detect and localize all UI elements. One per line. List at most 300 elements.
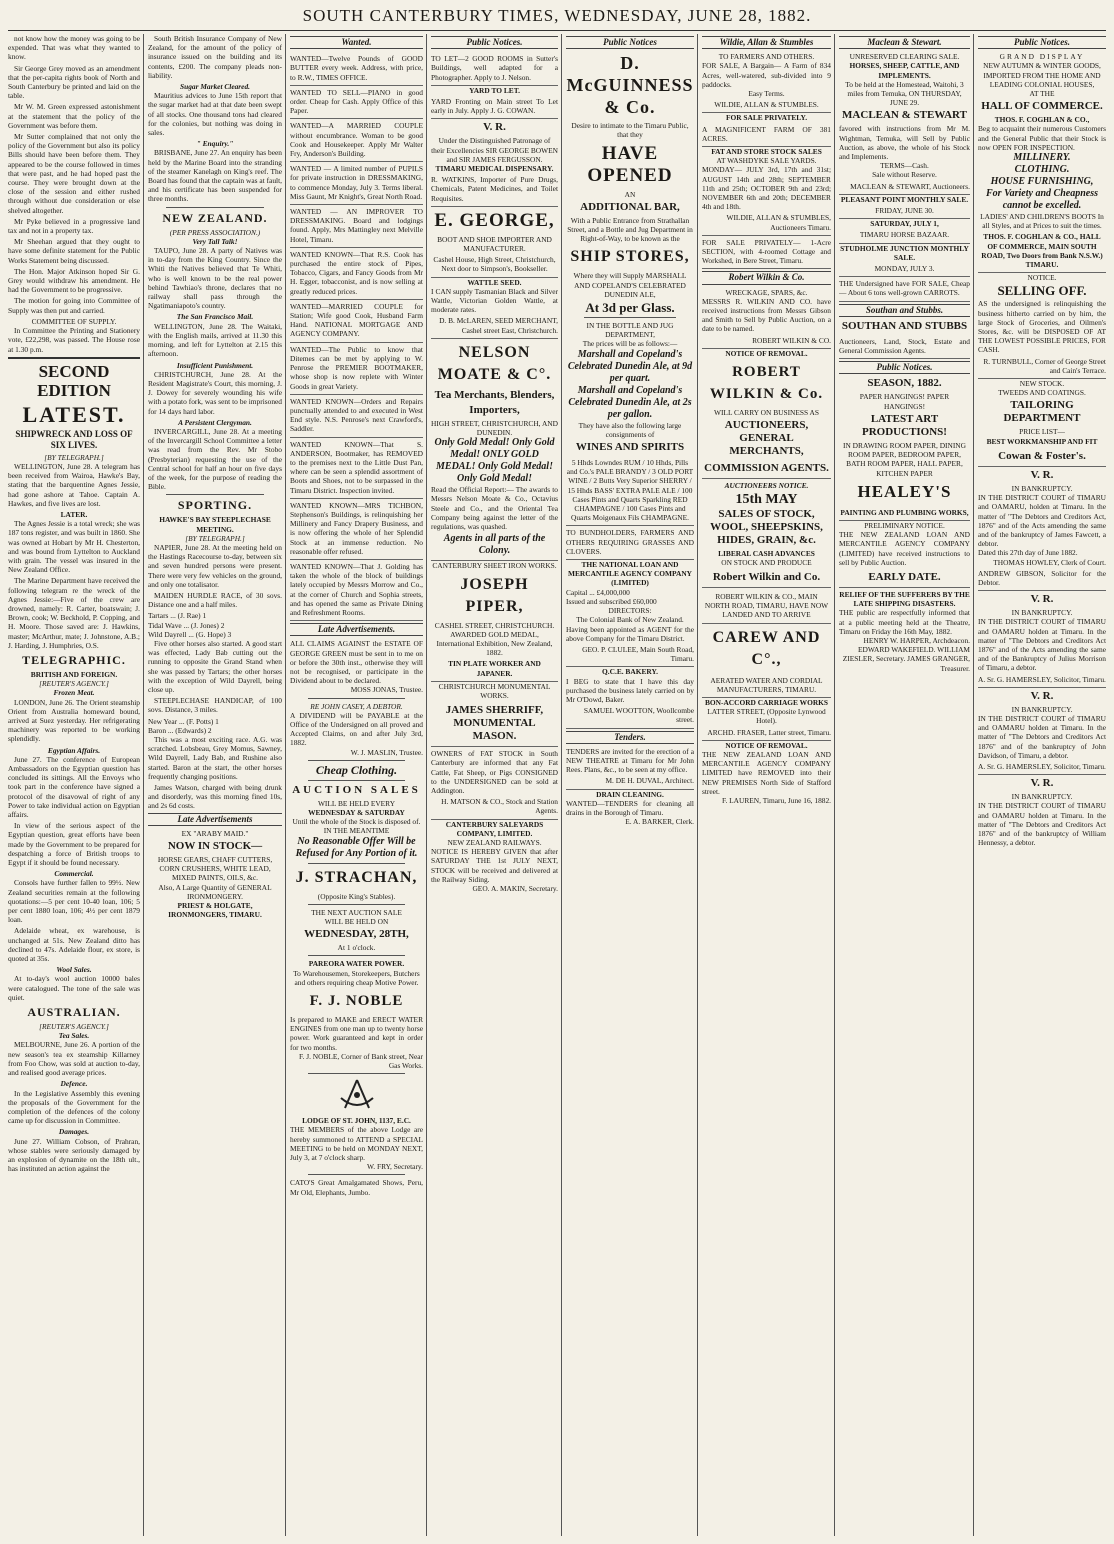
paragraph: Mauritius advices to June 15th report that the sugar market had at that date been swept of all stocks. One thousand tons had cleared for the colonies, but nothing was doing in sales. bbox=[148, 91, 282, 138]
classified-ad: Beg to acquaint their numerous Customers and the General Public that their Stock is now OPEN FOR INSPECTION. bbox=[978, 124, 1106, 152]
signature: A. Sr. G. HAMERSLEY, Solicitor, Timaru. bbox=[978, 673, 1106, 688]
ad-heading: ADDITIONAL BAR, bbox=[580, 200, 680, 213]
paragraph: STEEPLECHASE HANDICAP, of 100 sovs. Distance, 3 miles. bbox=[148, 696, 282, 715]
ad-heading: HALL OF COMMERCE. bbox=[981, 100, 1103, 113]
classified-ad: CATO'S Great Amalgamated Shows, Peru, Mr Old, Elephants, Jumbo. bbox=[290, 1178, 423, 1197]
signature: F. LAUREN, Timaru, June 16, 1882. bbox=[721, 795, 831, 805]
classified-ad: OWNERS of FAT STOCK in South Canterbury are informed that any Fat Cattle, Fat Sheep, or Pigs CONSIGNED to the UNDERSIGNED can be sold at Addington. bbox=[431, 749, 558, 795]
classified-ad: THE Undersigned have FOR SALE, Cheap— About 6 tons well-grown CARROTS. bbox=[839, 277, 970, 301]
ad-line: They have also the following large consignments of bbox=[578, 420, 682, 439]
signature: A. Sr. G. HAMERSLEY, Solicitor, Timaru. bbox=[978, 760, 1106, 775]
ad-heading: Importers, bbox=[469, 403, 520, 416]
paragraph: The motion for going into Committee of Supply was then put and carried. bbox=[8, 296, 140, 315]
byline: [REUTER'S AGENCY.] bbox=[39, 679, 109, 689]
legal-notice: IN THE DISTRICT COURT of TIMARU and OAMARU holden at Timaru. In the matter of "The Debtors and Creditors Act 1876" and of the bankruptcy of William Hennessy, a debtor. bbox=[978, 801, 1106, 848]
classified-ad: A MAGNIFICENT FARM OF 381 ACRES. bbox=[702, 123, 831, 147]
ad-heading: MILLINERY. bbox=[1013, 152, 1071, 164]
ad-heading: GRAND DISPLAY bbox=[999, 52, 1085, 62]
subheading: Defence. bbox=[60, 1079, 88, 1089]
subheading: " Enquiry." bbox=[196, 139, 234, 149]
ad-line: Issued and subscribed £60,000 bbox=[566, 596, 657, 606]
ad-heading: EARLY DATE. bbox=[839, 569, 970, 588]
advertiser-name: JOSEPH PIPER, bbox=[460, 575, 529, 615]
ad-heading: PLEASANT POINT MONTHLY SALE. bbox=[840, 194, 969, 204]
ad-line: WILL BE HELD EVERY bbox=[317, 798, 396, 808]
section-header-maclean: Maclean & Stewart. bbox=[839, 36, 970, 49]
paragraph: NAPIER, June 28. At the meeting held on the Hastings Racecourse to-day, between six and seven hundred persons were present. There were very few vehicles on the ground, and only one totalisator. bbox=[148, 542, 282, 589]
section-header-wanted: Wanted. bbox=[290, 36, 423, 49]
section-header-late-ads: Late Advertisements bbox=[148, 813, 282, 826]
column-1 bbox=[8, 34, 140, 1536]
ad-heading: SELLING OFF. bbox=[997, 283, 1087, 299]
column-rule bbox=[143, 34, 144, 1536]
ad-heading: CLOTHING. bbox=[1014, 164, 1070, 176]
classified-ad: WANTED — A limited number of PUPILS for private instruction in DRESSMAKING, to commence Monday, July 3. Terms liberal. Miss Gaunt, Mr Knight's, Great North Road. bbox=[290, 162, 423, 205]
ad-heading: Tea Merchants, Blenders, bbox=[434, 388, 555, 401]
paragraph: In the Legislative Assembly this evening the proposals of the Government for the completion of the defences of the colony came up for discussion in Committee. bbox=[8, 1088, 140, 1126]
ad-heading: Cheap Clothing. bbox=[315, 762, 398, 777]
ad-line: LATTER STREET, (Opposite Lynwood Hotel). bbox=[707, 707, 826, 726]
ad-heading: WRECKAGE, SPARS, &c. bbox=[725, 287, 808, 297]
ad-heading: STUDHOLME JUNCTION MONTHLY SALE. bbox=[840, 243, 969, 262]
classified-ad: WANTED KNOWN—MRS TICHBON, Stephenson's Buildings, is relinquishing her Millinery and Fancy Drapery Business, and is now offering the whole of her Splendid Stock at an immense reduction. No reasonable offer refused. bbox=[290, 499, 423, 560]
ad-line: Sale without Reserve. bbox=[872, 170, 937, 180]
classified-ad: WANTED KNOWN—That J. Golding has taken the whole of the block of buildings lately occupied by Messrs Morrow and Co., at the corner of Church and Sophia streets, and has opened the same as Private Dining and Refreshment Rooms. bbox=[290, 560, 423, 621]
section-heading: SPORTING. bbox=[177, 498, 253, 513]
paragraph: June 27. The conference of European Ambassadors on the Egyptian question has concluded its sittings. All the Envoys who took part in the conference have signed a protocol of the disavowal of right of any Power to take individual action on Egyptian affairs. bbox=[8, 754, 140, 820]
column-3 bbox=[290, 34, 423, 1536]
advertiser-name: J. STRACHAN, bbox=[295, 868, 418, 886]
ad-line: EX "ARABY MAID." bbox=[181, 828, 249, 838]
paragraph: MAIDEN HURDLE RACE, of 30 sovs. Distance one and a half miles. bbox=[148, 590, 282, 610]
ad-line: The prices will be as follows:— bbox=[582, 339, 678, 349]
ad-line: IN THE MEANTIME bbox=[323, 826, 390, 836]
ad-heading: V. R. bbox=[1030, 777, 1054, 790]
classified-ad: WANTED — AN IMPROVER TO DRESSMAKING. Board and lodgings found. Apply, Mrs Mattingley next Melville Hotel, Timaru. bbox=[290, 205, 423, 248]
ad-heading: AUCTION SALES bbox=[292, 783, 421, 796]
ad-heading: PAREORA WATER POWER. bbox=[308, 959, 405, 969]
advertiser-name: JAMES SHERRIFF, MONUMENTAL MASON. bbox=[431, 702, 558, 747]
ad-line: To Warehousemen, Storekeepers, Butchers and others requiring cheap Motive Power. bbox=[293, 968, 420, 987]
rule bbox=[308, 1073, 405, 1074]
subheading: Insufficient Punishment. bbox=[176, 360, 254, 370]
subheading: Commercial. bbox=[54, 869, 94, 879]
ad-heading: Q.C.E. BAKERY. bbox=[602, 667, 658, 677]
paragraph: Five other horses also started. A good start was effected, Lady Bab cutting out the running to opposite the Grand Stand when she was passed by Tartars; the other horses with the exception of Wild Dayrell, being close up. bbox=[148, 638, 282, 694]
subheading: The San Francisco Mail. bbox=[176, 312, 254, 322]
ad-heading: IN BANKRUPTCY. bbox=[1011, 704, 1073, 714]
signature: W. J. MASLIN, Trustee. bbox=[350, 747, 423, 757]
section-heading: NEW ZEALAND. bbox=[162, 210, 268, 225]
column-8 bbox=[978, 34, 1106, 1536]
ad-line: TIN PLATE WORKER AND JAPANER. bbox=[431, 657, 558, 681]
ad-line: 5 Hhds Lowndes RUM / 10 Hhds, Pills and Co.'s PALE BRANDY / 3 OLD PORT WINE / 2 Butts Very Superior SHERRY / 15 Hhds BASS' EXTRA PALE ALE / 100 Cases Pints and Quarts Sparkling RED CHAMPAGNE / 100 Cases Pints and Quarts Moigenaux Fils CHAMPAGNE. bbox=[566, 456, 694, 526]
ad-line: Desire to intimate to the Timaru Public, that they bbox=[571, 121, 689, 140]
ad-line: The Colonial Bank of New Zealand. bbox=[576, 615, 684, 625]
signature: M. DE H. DUVAL, Architect. bbox=[566, 774, 694, 789]
classified-ad: WANTED—MARRIED COUPLE for Station; Wife good Cook, Husband Farm Hand. NATIONAL MORTGAGE AND AGENCY COMPANY. bbox=[290, 300, 423, 343]
ad-line: CASHEL STREET, CHRISTCHURCH. bbox=[434, 620, 555, 630]
rule bbox=[308, 760, 405, 761]
section-heading: COMMITTEE OF SUPPLY. bbox=[31, 316, 117, 326]
subheading: LATER. bbox=[60, 509, 88, 519]
signature: GEO. A. MAKIN, Secretary. bbox=[472, 883, 558, 893]
ad-line: Easy Terms. bbox=[748, 89, 785, 99]
classified-ad: R. WATKINS, Importer of Pure Drugs, Chemicals, Patent Medicines, and Toilet Requisites. bbox=[431, 173, 558, 207]
ad-heading: SEASON, 1882. bbox=[867, 377, 942, 390]
masonic-emblem-icon bbox=[337, 1078, 377, 1112]
ad-heading: TIMARU MEDICAL DISPENSARY. bbox=[435, 164, 554, 174]
ad-heading: NOTICE. bbox=[1027, 273, 1057, 283]
ad-heading: SATURDAY, JULY 1, bbox=[870, 219, 939, 229]
ad-line: ON STOCK AND PRODUCE bbox=[721, 557, 812, 567]
column-rule bbox=[697, 34, 698, 1536]
ad-line: AWARDED GOLD MEDAL, International Exhibition, New Zealand, 1882. bbox=[436, 629, 553, 658]
article-headline: HAWKE'S BAY STEEPLECHASE MEETING. bbox=[159, 515, 271, 534]
ad-line: Marshall and Copeland's Celebrated Dunedin Ale, at 2s per gallon. bbox=[568, 384, 692, 420]
signature: WILDIE, ALLAN & STUMBLES. bbox=[702, 98, 831, 113]
paragraph: INVERCARGILL, June 28. At a meeting of the Invercargill School Committee a letter was read from the Rev. Mr Stobo (Presbyterian) requesting the use of the Central school for half an hour on five days of the week, for the purpose of reading the Bible. bbox=[148, 426, 282, 492]
ad-heading: LIBERAL CASH ADVANCES bbox=[718, 548, 815, 558]
signature: E. A. BARKER, Clerk. bbox=[625, 817, 694, 827]
ad-line: With a Public Entrance from Strathallan Street, and a Bottle and Jug Department in Right-of-Way, to be known as the bbox=[567, 215, 693, 244]
rule bbox=[308, 955, 405, 956]
ad-line: To be held at the Homestead, Waitohi, 3 miles from Temuka, ON THURSDAY, JUNE 29. bbox=[845, 79, 964, 108]
classified-ad: THE NEW ZEALAND LOAN AND MERCANTILE AGENCY COMPANY LIMITED have REMOVED into their NEW PREMISES North Side of Stafford street. bbox=[702, 749, 831, 796]
classified-ad: THE MEMBERS of the above Lodge are hereby summoned to ATTEND a SPECIAL MEETING to be held on MONDAY NEXT, July 3, at 7 o'clock sharp. bbox=[290, 1125, 423, 1163]
ad-heading: CANTERBURY SALEYARDS COMPANY, LIMITED. bbox=[445, 819, 544, 838]
ad-heading: LATEST ART PRODUCTIONS! bbox=[862, 412, 947, 438]
paragraph: In view of the serious aspect of the Egyptian question, great efforts have been made by the Government to be prepared for despatching a force of British troops to Egypt if it should be found necessary. bbox=[8, 821, 140, 868]
ad-heading: V. R. bbox=[1030, 593, 1054, 606]
paragraph: not know how the money was going to be expended. That was what they wanted to know. bbox=[8, 34, 140, 62]
classified-ad: WANTED KNOWN—Orders and Repairs punctually attended to and executed in West End style. N.S. Penrose's next Crawford's, Saddler. bbox=[290, 395, 423, 438]
rule bbox=[8, 357, 140, 359]
byline: (PER PRESS ASSOCIATION.) bbox=[169, 227, 261, 237]
ad-heading: RE JOHN CASEY, A DEBTOR. bbox=[310, 701, 403, 711]
ad-line: HIGH STREET, CHRISTCHURCH, AND DUNEDIN. bbox=[431, 418, 558, 438]
ad-line: TERMS—Cash. bbox=[880, 161, 929, 171]
ad-line: IN DRAWING ROOM PAPER, DINING ROOM PAPER, BEDROOM PAPER, BATH ROOM PAPER, HALL PAPER, KITCHEN PAPER bbox=[843, 440, 966, 478]
subheading: Wool Sales. bbox=[56, 965, 92, 975]
ad-heading: CANTERBURY SHEET IRON WORKS. bbox=[432, 561, 557, 571]
classified-ad: WANTED TO SELL—PIANO in good order. Cheap for Cash. Apply Office of this Paper. bbox=[290, 86, 423, 120]
ad-line: PAPER HANGINGS! PAPER HANGINGS! bbox=[859, 392, 950, 411]
legal-notice: IN THE DISTRICT COURT of TIMARU and OAMARU, holden at Timaru. In the matter of "The Debtors and Creditors Act, 1876" and of the Acts amending the same and of the bankruptcy of James Fawcett, a debtor. bbox=[978, 493, 1106, 549]
signature: ANDREW GIBSON, Solicitor for the Debtor. bbox=[978, 567, 1106, 591]
ad-heading: IN BANKRUPTCY. bbox=[1011, 483, 1073, 493]
subheading: A Persistent Clergyman. bbox=[178, 417, 252, 427]
signature: H. MATSON & CO., Stock and Station Agents. bbox=[431, 795, 558, 819]
paragraph: The Marine Department have received the following telegram re the wreck of the Agnes Jessie:—Five of the crew are drowned, namely: R. Carter, boatswain; J. Brown, cook; W. Beckhold, P. Copping, and H. Moore. Those saved are: J. Hawkins, master; McArthur, mate; J. Johnstone, A.B.; J. Harding, J. Humphries, O.S. bbox=[8, 576, 140, 650]
classified-ad: Having been appointed as AGENT for the above Company for the Timaru District. bbox=[566, 624, 694, 643]
advertiser-name: ROBERT WILKIN & Co. bbox=[709, 364, 824, 403]
paragraph: WELLINGTON, June 28. A telegram has been received from Wairoa, Hawke's Bay, stating that the barquentine Agnes Jessie, had gone ashore at Tahoe. Captain A. Hawkes, and five lives are lost. bbox=[8, 461, 140, 508]
ad-line: AN bbox=[624, 189, 636, 199]
race-result: Tidal Wave ... (J. Jones) 2 bbox=[148, 620, 225, 630]
ad-heading: IN BANKRUPTCY. bbox=[1011, 792, 1073, 802]
ad-heading: COMMISSION AGENTS. bbox=[702, 460, 831, 479]
section-header-public-notices: Public Notices. bbox=[839, 361, 970, 374]
byline: [BY TELEGRAPH.] bbox=[185, 533, 245, 543]
ad-line: FRIDAY, JUNE 30. bbox=[839, 204, 970, 219]
ad-line: WILL CARRY ON BUSINESS AS bbox=[714, 408, 819, 418]
paragraph: In Committee the Printing and Stationery vote, £22,298, was passed. The House rose at 1.30 p.m. bbox=[8, 326, 140, 354]
paragraph: Mr W. M. Green expressed astonishment at the statement that the policy of the Government was before them. bbox=[8, 102, 140, 130]
paragraph: The Agnes Jessie is a total wreck; she was 187 tons register, and was built in 1860. She was owned at Hobart by Mr H. Chesterton, and was bound from Lyttelton to Auckland with grain. The vessel was insured in the New Zealand Office. bbox=[8, 519, 140, 575]
paragraph: James Watson, charged with being drunk and disorderly, was this morning fined 10s, and 2s 6d costs. bbox=[148, 783, 282, 811]
advertiser-name: SOUTHAN AND STUBBS bbox=[841, 319, 968, 332]
ad-heading: NOTICE OF REMOVAL. bbox=[725, 348, 808, 358]
advertiser-name: Robert Wilkin and Co. bbox=[702, 569, 831, 588]
ad-line: IN THE BOTTLE AND JUG DEPARTMENT, bbox=[586, 321, 674, 340]
paragraph: Mr Pyke believed in a progressive land tax and not in a property tax. bbox=[8, 216, 140, 236]
paragraph: South British Insurance Company of New Zealand, for the amount of the policy of insurance issued on the building and its contents, £200. The company pleads non-liability. bbox=[148, 34, 282, 80]
column-4 bbox=[431, 34, 558, 1536]
ad-line: THE NEXT AUCTION SALE bbox=[311, 907, 402, 917]
ad-line: TIMARU HORSE BAZAAR. bbox=[839, 228, 970, 243]
ad-line: NEW AUTUMN & WINTER GOODS, IMPORTED FROM THE HOME AND LEADING COLONIAL HOUSES, bbox=[983, 61, 1101, 89]
classified-ad: I CAN supply Tasmanian Black and Silver Wattle, Victorian Golden Wattle, at moderate rates. bbox=[431, 286, 558, 315]
legal-notice: IN THE DISTRICT COURT of TIMARU and OAMARU holden at Timaru. In the matter of "The Debtors and Creditors Act 1876" and of the Acts amending the same and of the Bankruptcy of Julius Morrison of Timaru, a debtor. bbox=[978, 617, 1106, 673]
signature: ARCHD. FRASER, Latter street, Timaru. bbox=[702, 726, 831, 741]
classified-ad: AS the undersigned is relinquishing the business hitherto carried on by him, the large Stock of Groceries, and Oilmen's Stores, &c. will be DISPOSED OF AT THE LOWEST POSSIBLE PRICES, FOR CASH. bbox=[978, 299, 1106, 355]
ad-heading: CHRISTCHURCH MONUMENTAL WORKS. bbox=[438, 681, 551, 700]
ad-heading: NEW STOCK. bbox=[1019, 379, 1065, 389]
section-header-public-notices: Public Notices. bbox=[978, 36, 1106, 49]
subheading: Frozen Meat. bbox=[53, 688, 95, 698]
advertiser-name: THOS. F. COGHLAN & CO., bbox=[994, 115, 1090, 125]
ad-heading: V. R. bbox=[1030, 468, 1054, 481]
ad-heading: BON-ACCORD CARRIAGE WORKS bbox=[704, 697, 829, 707]
ad-heading: V. R. bbox=[483, 121, 506, 134]
signature: ROBERT WILKIN & CO. bbox=[702, 334, 831, 349]
classified-ad: TENDERS are invited for the erection of a NEW THEATRE at Timaru for Mr John Rees. Plans, &c., to be seen at my office. bbox=[566, 746, 694, 775]
section-header-wilkin: Robert Wilkin & Co. bbox=[702, 271, 831, 284]
classified-ad: favored with instructions from Mr M. Wightman, Temuka, will Sell by Public Auction, as above, the whole of his Stock and Implements. bbox=[839, 124, 970, 162]
subheading: Tea Sales. bbox=[58, 1031, 90, 1041]
paragraph: At to-day's wool auction 10000 bales were catalogued. The tone of the sale was quiet. bbox=[8, 974, 140, 1002]
ad-heading: SHIP STORES, bbox=[570, 248, 690, 266]
masthead: SOUTH CANTERBURY TIMES, WEDNESDAY, JUNE 28, 1882. bbox=[302, 6, 812, 25]
signature: F. J. NOBLE, Corner of Bank street, Near Gas Works. bbox=[299, 1051, 423, 1071]
rule bbox=[308, 698, 405, 699]
race-result: Tartars ... (J. Rae) 1 bbox=[148, 611, 207, 621]
ad-line: TWEEDS AND COATINGS. bbox=[998, 388, 1086, 398]
ad-heading: FOR SALE PRIVATELY. bbox=[725, 113, 808, 123]
ad-line: AT THE bbox=[1029, 89, 1055, 99]
signature: THOMAS HOWLEY, Clerk of Court. bbox=[993, 557, 1106, 567]
classified-ad: TO BUNDHOLDERS, FARMERS AND OTHERS REQUIRING GRASSES AND CLOVERS. bbox=[566, 526, 694, 560]
ad-heading: PRELIMINARY NOTICE. bbox=[864, 520, 945, 530]
column-2 bbox=[148, 34, 282, 1536]
classified-ad: Auctioneers, Land, Stock, Estate and General Commission Agents. bbox=[839, 335, 970, 359]
paragraph: Sir George Grey moved as an amendment that the per-capita rights book of North and South Canterbury be printed and laid on the table. bbox=[8, 63, 140, 101]
legal-notice: IN THE DISTRICT COURT of TIMARU and OAMARU holden at Timaru. In the matter of "The Debtors and Creditors Act 1876" and of the bankruptcy of John Davidson, of Timaru, a debtor. bbox=[978, 713, 1106, 760]
classified-ad: TO LET—2 GOOD ROOMS in Sutter's Buildings, well adapted for a Photographer. Apply to J. Nelson. bbox=[431, 52, 558, 86]
advertiser: THOS. F. COGHLAN & CO., HALL OF COMMERCE, MAIN SOUTH ROAD, Two Doors from Bank N.S.W.) TIMARU. bbox=[978, 230, 1106, 273]
ad-line: For Variety and Cheapness cannot be excelled. bbox=[986, 188, 1098, 212]
ad-heading: RELIEF OF THE SUFFERERS BY THE LATE SHIPPING DISASTERS. bbox=[839, 589, 970, 609]
signature: GEO. P. CLULEE, Main South Road, Timaru. bbox=[566, 643, 694, 667]
classified-ad: NOTICE IS HEREBY GIVEN that after SATURDAY THE 1st JULY NEXT, STOCK will be received and delivered at the Railway Siding. bbox=[431, 847, 558, 884]
ad-line: Under the Distinguished Patronage of their Excellencies SIR GEORGE BOWEN and SIR JAMES FERGUSSON. bbox=[431, 136, 558, 164]
rule bbox=[308, 904, 405, 905]
ad-line: No Reasonable Offer Will be Refused for Any Portion of it. bbox=[295, 835, 418, 859]
ad-line: Cashel House, High Street, Christchurch, Next door to Simpson's, Bookseller. bbox=[431, 253, 558, 277]
ad-heading: YARD TO LET. bbox=[469, 85, 520, 95]
edition-heading: SECOND EDITION bbox=[37, 361, 111, 400]
ad-line: MONDAY, JULY 3. bbox=[839, 262, 970, 277]
ad-heading: NOTICE OF REMOVAL. bbox=[725, 740, 808, 750]
signature: R. TURNBULL, Corner of George Street and Cain's Terrace. bbox=[978, 355, 1106, 379]
column-rule bbox=[834, 34, 835, 1536]
ad-line: (Opposite King's Stables). bbox=[317, 891, 396, 901]
advertiser-name: D. McGUINNESS & Co. bbox=[566, 53, 694, 118]
ad-heading: HORSES, SHEEP, CATTLE, AND IMPLEMENTS. bbox=[849, 61, 960, 80]
ad-line: ROBERT WILKIN & CO., MAIN NORTH ROAD, TIMARU, HAVE NOW LANDED AND TO ARRIVE bbox=[702, 590, 831, 624]
ad-heading: V. R. bbox=[1030, 689, 1054, 702]
advertiser-name: CAREW AND C°., bbox=[712, 628, 821, 668]
signature: W. FRY, Secretary. bbox=[367, 1162, 423, 1172]
rule bbox=[584, 317, 676, 318]
ad-line: At 1 o'clock. bbox=[337, 943, 376, 953]
paragraph: Mr Sutter complained that not only the policy of the Government but also its policy Bills should have been before them. They appeared to be the course followed in times that were past, and he had hoped past the course. They were brought down at the close of the session and either rushed through without due consideration or else shelved altogether. bbox=[8, 132, 140, 215]
paragraph: TAUPO, June 28. A party of Natives was in to-day from the King Country. Since the Whiti the Natives believed that Te Whiti, who is well known to be the real power behind Tawhiao's throne, declares that no railway shall pass through the Ngatimaniapoto's country. bbox=[148, 246, 282, 311]
paragraph: The Hon. Major Atkinson hoped Sir G. Grey would withdraw his amendment. He had the Government to be progressive. bbox=[8, 266, 140, 295]
ad-line: DIRECTORS: bbox=[608, 606, 652, 616]
column-6 bbox=[702, 34, 831, 1536]
section-subheading: BRITISH AND FOREIGN. bbox=[30, 669, 118, 679]
column-rule bbox=[285, 34, 286, 1536]
advertiser-name: F. J. NOBLE bbox=[309, 993, 404, 1010]
ad-line: BOOT AND SHOE IMPORTER AND MANUFACTURER. bbox=[437, 234, 552, 254]
ad-heading: HAVE OPENED bbox=[587, 142, 673, 186]
ad-heading: TO FARMERS AND OTHERS. bbox=[718, 52, 815, 62]
advertiser: PRIEST & HOLGATE, IRONMONGERS, TIMARU. bbox=[168, 901, 262, 920]
ad-line: Marshall and Copeland's Celebrated Dunedin Ale, at 9d per quart. bbox=[567, 348, 693, 384]
paragraph: MELBOURNE, June 26. A portion of the new season's tea ex steamship Killarney from Foo Chow, was sold at auction to-day, and realised good average prices. bbox=[8, 1040, 140, 1078]
ad-line: BEST WORKMANSHIP AND FIT bbox=[986, 436, 1098, 446]
ad-heading: NEW ZEALAND RAILWAYS. bbox=[447, 837, 542, 847]
advertiser-name: HEALEY'S bbox=[857, 481, 952, 501]
section-header-public-notices: Public Notices. bbox=[431, 36, 558, 49]
section-header-late-ads: Late Advertisements. bbox=[290, 623, 423, 636]
classified-ad: A DIVIDEND will be PAYABLE at the Office of the Undersigned on all proved and Accepted Claims, on and after July 3rd, 1882. bbox=[290, 710, 423, 748]
paragraph: BRISBANE, June 27. An enquiry has been held by the Marine Board into the stranding of the steamer Kanelagh on King's reef. The Board has found that the captain was at fault, and his certificate has been suspended for three months. bbox=[148, 148, 282, 204]
classified-ad: FOR SALE PRIVATELY— 1-Acre SECTION, with 4-roomed Cottage and Workshed, in Bere Street, Timaru. bbox=[702, 236, 831, 270]
classified-ad: THE NEW ZEALAND LOAN AND MERCANTILE AGENCY COMPANY (LIMITED) have received instructions to sell by Public Auction. bbox=[839, 530, 970, 567]
rule bbox=[166, 494, 264, 495]
ad-line: Only Gold Medal! Only Gold Medal! ONLY GOLD MEDAL! Only Gold Medal! Only Gold Medal! bbox=[434, 437, 555, 485]
ad-heading: NOW IN STOCK— bbox=[167, 840, 263, 853]
advertiser-name: E. GEORGE, bbox=[434, 209, 555, 231]
classified-ad: WANTED—A MARRIED COUPLE without encumbrance. Woman to be good Cook and Housekeeper. Apply Mr Walter Fry, Anderson's Building. bbox=[290, 119, 423, 162]
classified-ad: WANTED—TENDERS for cleaning all drains in the Borough of Timaru. bbox=[566, 798, 694, 817]
ad-line: Agents in all parts of the Colony. bbox=[431, 531, 558, 561]
paragraph: WELLINGTON, June 28. The Waitaki, with the English mails, arrived at 11.30 this morning, and left for Lyttelton at 2.15 this afternoon. bbox=[148, 321, 282, 359]
classified-ad: ALL CLAIMS AGAINST the ESTATE OF GEORGE GREEN must be sent in to me on or before the 30th inst., otherwise they will not be recognised, or participate in the Dividend about to be declared. bbox=[290, 639, 423, 686]
ad-line: PAINTING AND PLUMBING WORKS, bbox=[839, 506, 970, 521]
classified-ad: FOR SALE, A Bargain— A Farm of 834 Acres, well-watered, sub-divided into 9 paddocks. bbox=[702, 61, 831, 89]
subheading: Damages. bbox=[58, 1127, 90, 1137]
paragraph: LONDON, June 26. The Orient steamship Orient from Australia homeward bound, arrived at Suez yesterday. Her refrigerating machinery was reported to be working splendidly. bbox=[8, 697, 140, 744]
ad-line: Capital ... £4,000,000 bbox=[566, 587, 630, 597]
top-rule bbox=[8, 30, 1106, 31]
ad-line: HORSE GEARS, CHAFF CUTTERS, CORN CRUSHERS, WHITE LEAD, MIXED PAINTS, OILS, &c. bbox=[157, 855, 273, 883]
ad-heading: At 3d per Glass. bbox=[585, 300, 675, 316]
classified-ad: WANTED KNOWN—That R.S. Cook has purchased the entire stock of Pipes, Tobacco, Cigars, and Fancy Goods from Mr H. Egger, tobacconist, and is now selling at greatly reduced prices. bbox=[290, 248, 423, 300]
rule bbox=[166, 207, 264, 208]
section-heading: TELEGRAPHIC. bbox=[22, 652, 126, 667]
section-header-southan: Southan and Stubbs. bbox=[839, 304, 970, 317]
ad-heading: AUCTIONEERS NOTICE. bbox=[724, 481, 809, 491]
ad-line: WILL BE HELD ON bbox=[324, 917, 389, 927]
column-rule bbox=[426, 34, 427, 1536]
race-result: Baron ... (Edwards) 2 bbox=[148, 725, 212, 735]
paragraph: CHRISTCHURCH, June 28. At the Resident Magistrate's Court, this morning, J. J. Dowey for severely wounding his wife with a potato fork, was sent to be imprisoned for 14 days hard labor. bbox=[148, 369, 282, 416]
signature: WILDIE, ALLAN & STUMBLES, Auctioneers Timaru. bbox=[702, 211, 831, 235]
column-rule bbox=[973, 34, 974, 1536]
ad-heading: LODGE OF ST. JOHN, 1137, E.C. bbox=[302, 1116, 411, 1126]
signature: MACLEAN & STEWART, Auctioneers. bbox=[839, 180, 970, 195]
section-header-wildie: Wildie, Allan & Stumbles bbox=[702, 36, 831, 49]
race-result: Wild Dayrell ... (G. Hope) 3 bbox=[148, 629, 232, 639]
column-rule bbox=[561, 34, 562, 1536]
column-7 bbox=[839, 34, 970, 1536]
rule bbox=[308, 1174, 405, 1175]
ad-line: AT WASHDYKE SALE YARDS. bbox=[716, 156, 817, 166]
section-header-public-notices: Public Notices bbox=[566, 36, 694, 49]
classified-ad: THE public are respectfully informed that at a public meeting held at the Theatre, Timaru on Friday the 16th May, 1882. bbox=[839, 608, 970, 636]
section-header-tenders: Tenders. bbox=[566, 731, 694, 744]
ad-line: WEDNESDAY & SATURDAY bbox=[308, 808, 405, 818]
paragraph: Mr Sheehan argued that they ought to have some definite statement for the Public Works Statement being discussed. bbox=[8, 237, 140, 265]
ad-line: LADIES' AND CHILDREN'S BOOTS In all Styles, and at Prices to suit the times. bbox=[980, 212, 1104, 231]
advertiser-name: NELSON MOATE & C°. bbox=[437, 343, 552, 383]
byline: [BY TELEGRAPH.] bbox=[44, 452, 104, 462]
classified-ad: WANTED KNOWN—That S. ANDERSON, Bootmaker, has REMOVED to the premises next to the Little Dust Pan, where can be seen a splendid assortment of Boots and Shoes, not to be surpassed in the Timaru District. Inspection invited. bbox=[290, 438, 423, 499]
section-heading: AUSTRALIAN. bbox=[27, 1005, 121, 1020]
ad-line: PRICE LIST— bbox=[1019, 427, 1065, 437]
article-headline: SHIPWRECK AND LOSS OF SIX LIVES. bbox=[15, 428, 133, 450]
ad-heading: HOUSE FURNISHING, bbox=[990, 176, 1094, 188]
subheading: Very Tall Talk! bbox=[192, 236, 238, 246]
ad-heading: WINES AND SPIRITS bbox=[575, 441, 685, 454]
ad-heading: WEDNESDAY, 28TH, bbox=[304, 928, 409, 941]
ad-heading: WATTLE SEED. bbox=[467, 277, 522, 287]
classified-ad: WANTED—Twelve Pounds of GOOD BUTTER every week. Address, with price, to R.W., TIMES OFFICE. bbox=[290, 52, 423, 86]
ad-heading: SALES OF STOCK, WOOL, SHEEPSKINS, HIDES, GRAIN, &c. bbox=[710, 507, 823, 546]
ad-heading: 15th MAY bbox=[735, 491, 798, 507]
classified-ad: WANTED—The Public to know that Ditemes can be met by applying to W. Penrose the PREMIER BOOTMAKER, whose shop is now replete with Winter Goods in great Variety. bbox=[290, 343, 423, 395]
signature: MOSS JONAS, Trustee. bbox=[350, 685, 423, 695]
ad-heading: DRAIN CLEANING. bbox=[596, 789, 664, 799]
ad-heading: AUCTIONEERS, GENERAL MERCHANTS, bbox=[724, 419, 809, 458]
signature: SAMUEL WOOTTON, Woollcombe street. bbox=[566, 704, 694, 728]
ad-line: Also, A Large Quantity of GENERAL IRONMONGERY. bbox=[158, 882, 272, 901]
subheading: Sugar Market Cleared. bbox=[179, 82, 250, 92]
paragraph: This was a most exciting race. A.G. was scratched. Lobsbeau, Grey Momus, Sawney, Wild Dayrell, Lady Bab, and Rushine also started. Baron at the start, the other horses frequently changing positions. bbox=[148, 735, 282, 781]
advertiser-name: Cowan & Foster's. bbox=[978, 448, 1106, 467]
column-5 bbox=[566, 34, 694, 1536]
classified-ad: Is prepared to MAKE and ERECT WATER ENGINES from one man up to twenty horse power. Work guaranteed and kept in order for two months. bbox=[290, 1015, 423, 1052]
ad-line: Until the whole of the Stock is disposed of. bbox=[292, 817, 421, 827]
paragraph: Consols have further fallen to 99½. New Zealand securities remain at the following quotations:—5 per cent 10-40 loan, 106; 5 per cent 1880 loan, 106; 4½ per cent 1879 loan. bbox=[8, 878, 140, 925]
ad-heading: THE NATIONAL LOAN AND MERCANTILE AGENCY COMPANY (LIMITED) bbox=[568, 560, 692, 588]
paragraph: June 27. William Cobson, of Prahran, whose stables were seriously damaged by an explosion of dynamite on the 18th ult., has instituted an action against the bbox=[8, 1136, 140, 1174]
classified-ad: MONDAY— JULY 3rd, 17th and 31st; AUGUST 14th and 28th; SEPTEMBER 11th and 25th; OCTOBER 9th and 23rd; NOVEMBER 6th and 20th; DECEMBER 4th and 18th. bbox=[702, 165, 831, 212]
